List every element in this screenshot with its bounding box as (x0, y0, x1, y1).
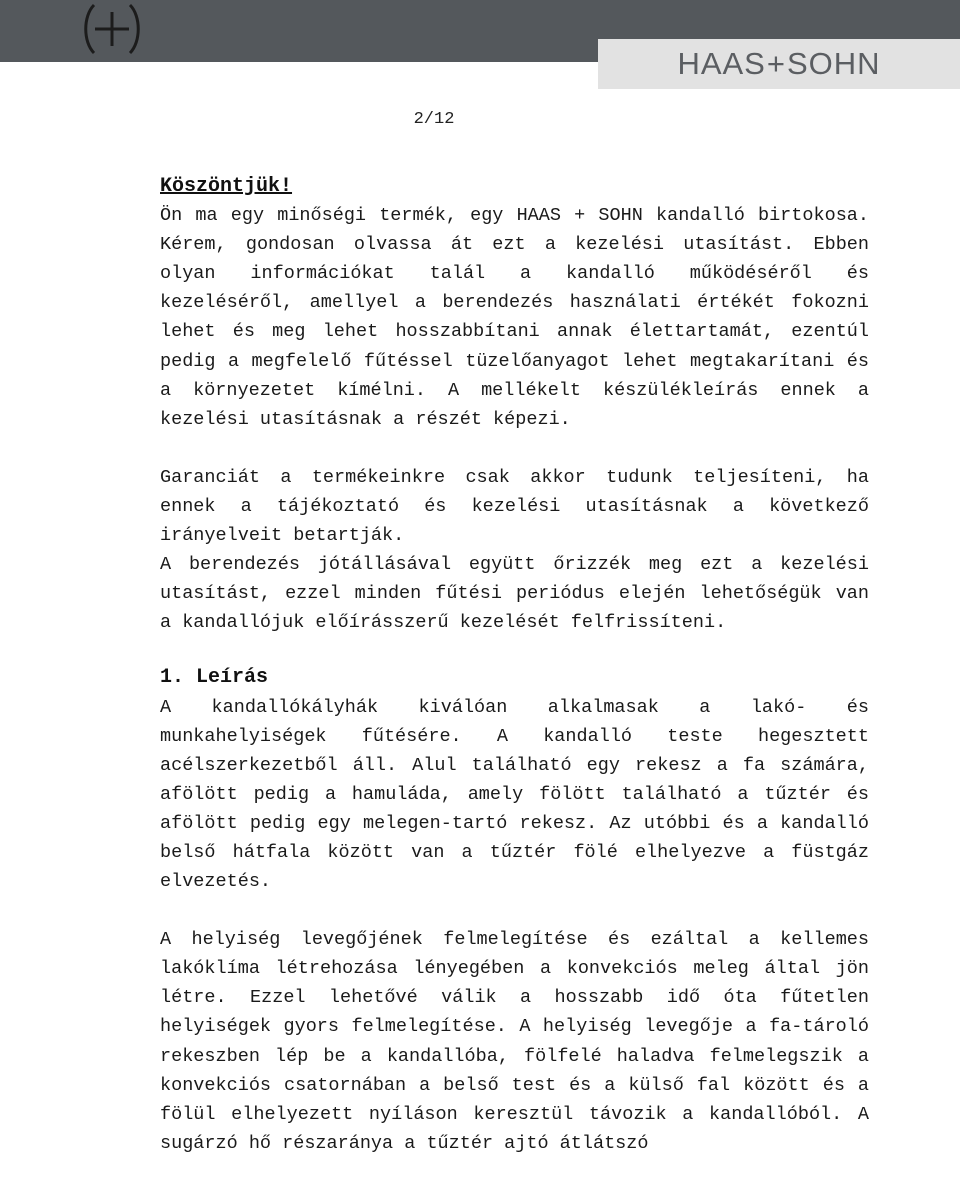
guarantee-paragraph-2: A berendezés jótállásával együtt őrizzék meg ezt a kezelési utasítást, ezzel minden fűtési periódus elején lehetőségük van a kandallójuk előírásszerű kezelését felfrissíteni. (160, 554, 869, 634)
document-body (160, 172, 869, 1158)
brand-name-left: HAAS (677, 46, 766, 81)
section-1-paragraph-1: A kandallókályhák kiválóan alkalmasak a lakó- és munkahelyiségek fűtésére. A kandalló teste hegesztett acélszerkezetből áll. Alul található egy rekesz a fa számára, afölött pedig a hamuláda, amely fölött található a tűztér és afölött pedig egy melegen-tartó rekesz. Az utóbbi és a kandalló belső hátfala között van a tűztér fölé elhelyezve a füstgáz elvezetés. (160, 696, 869, 893)
brand-plus: + (766, 46, 786, 81)
spacer (160, 896, 869, 925)
section-1-paragraph-2: A helyiség levegőjének felmelegítése és ezáltal a kellemes lakóklíma létrehozása lényegében a konvekciós meleg által jön létre. Ezzel lehetővé válik a hosszabb idő óta fűtetlen helyiségek gyors felmelegítése. A helyiség levegője a fa-tároló rekeszben lép be a kandallóba, fölfelé haladva felmelegszik a konvekciós csatornában a belső test és a külső fal között és a fölül elhelyezett nyíláson keresztül távozik a kandallóból. A sugárzó hő részaránya a tűztér ajtó átlátszó (160, 929, 869, 1154)
guarantee-paragraph-1: Garanciát a termékeinkre csak akkor tudunk teljesíteni, ha ennek a tájékoztató és kezelési utasításnak a következő irányelveit betartják. (160, 466, 869, 547)
page-number-text: 2/12 (413, 110, 455, 129)
brand-box (598, 39, 960, 89)
section-1-heading: 1. Leírás (160, 666, 269, 690)
brand-logo (598, 39, 960, 89)
brand-name-right: SOHN (786, 46, 881, 81)
welcome-paragraph: Ön ma egy minőségi termék, egy HAAS + SOHN kandalló birtokosa. Kérem, gondosan olvassa át ezt a kezelési utasítást. Ebben olyan információkat talál a kandalló működéséről és kezeléséről, amellyel a berendezés használati értékét fokozni lehet és meg lehet hosszabbítani annak élettartamát, ezentúl pedig a megfelelő fűtéssel tüzelőanyagot lehet megtakarítani és a környezetet kímélni. A mellékelt készülékleírás ennek a kezelési utasításnak a részét képezi. (160, 205, 869, 430)
spacer (160, 434, 869, 463)
welcome-heading: Köszöntjük! (160, 175, 293, 198)
spacer (160, 637, 869, 663)
page-number (0, 110, 868, 129)
plus-in-parentheses-logo-icon (80, 2, 144, 56)
